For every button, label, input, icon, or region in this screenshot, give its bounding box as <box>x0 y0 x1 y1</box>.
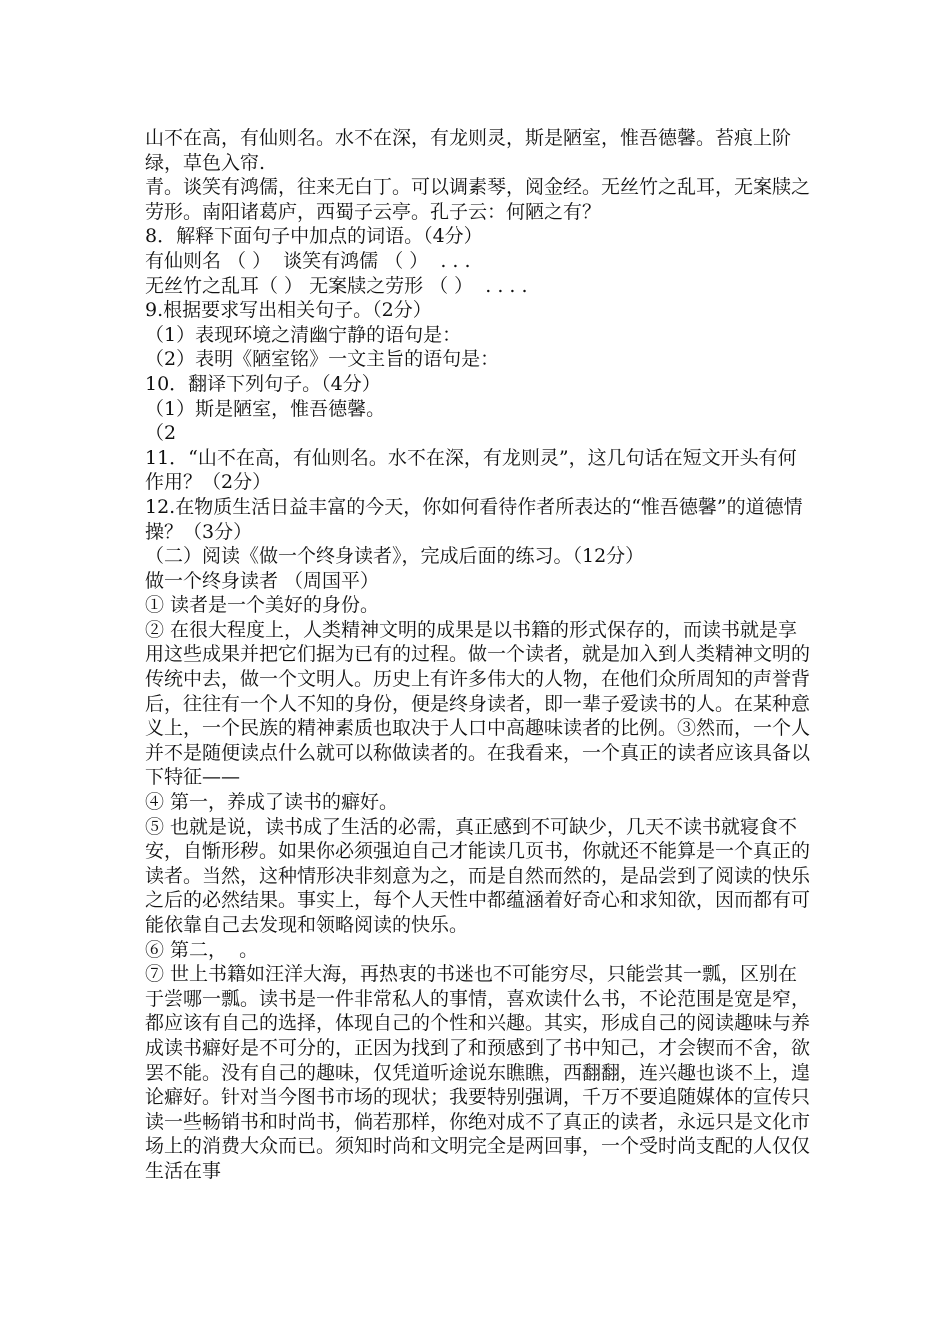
poem-text-2: 青。谈笑有鸿儒，往来无白丁。可以调素琴，阅金经。无丝竹之乱耳，无案牍之劳形。南阳诸葛庐，西蜀子云亭。孔子云：何陋之有？ <box>145 176 811 223</box>
article-paragraph-4: ④ 第一，养成了读书的癖好。 <box>145 791 399 814</box>
question-11: 11．“山不在高，有仙则名。水不在深，有龙则灵”，这几句话在短文开头有何作用？（2分） <box>145 446 797 494</box>
article-title: 做一个终身读者 （周国平） <box>145 569 380 592</box>
question-12: 12.在物质生活日益丰富的今天，你如何看待作者所表达的“惟吾德馨”的道德情操？（3分） <box>145 495 803 543</box>
question-8-item-1: 有仙则名 （ ） 谈笑有鸿儒 （ ） . . . <box>145 249 471 272</box>
reading-section-heading: （二）阅读《做一个终身读者》，完成后面的练习。（12分） <box>145 545 645 568</box>
article-paragraph-2: ② 在很大程度上，人类精神文明的成果是以书籍的形式保存的，而读书就是享用这些成果并把它们据为已有的过程。做一个读者，就是加入到人类精神文明的传统中去，做一个文明人。历史上有许多伟大的人物，在他们众所周知的声誉背后，往往有一个人不知的身份，便是终身读者，即一辈子爱读书的人。在某种意义上，一个民族的精神素质也取决于人口中高趣味读者的比例。③然而，一个人并不是随便读点什么就可以称做读者的。在我看来，一个真正的读者应该具备以下特征—— <box>145 618 811 789</box>
article-paragraph-7: ⑦ 世上书籍如汪洋大海，再热衷的书迷也不可能穷尽，只能尝其一瓢，区别在于尝哪一瓢。读书是一件非常私人的事情，喜欢读什么书，不论范围是宽是窄，都应该有自己的选择，体现自己的个性和兴趣。其实，形成自己的阅读趣味与养成读书癖好是不可分的，正因为找到了和预感到了书中知己，才会锲而不舍，欲罢不能。没有自己的趣味，仅凭道听途说东瞧瞧，西翻翻，连兴趣也谈不上，遑论癖好。针对当今图书市场的现状；我要特别强调，千万不要追随媒体的宣传只读一些畅销书和时尚书，倘若那样，你绝对成不了真正的读者，永远只是文化市场上的消费大众而已。须知时尚和文明完全是两回事，一个受时尚支配的人仅仅生活在事 <box>145 963 811 1182</box>
article-paragraph-6: ⑥ 第二， 。 <box>145 938 259 961</box>
article-paragraph-5: ⑤ 也就是说，读书成了生活的必需，真正感到不可缺少，几天不读书就寝食不安，自惭形秽。如果你必须强迫自己才能读几页书，你就还不能算是一个真正的读者。当然，这种情形决非刻意为之，而是自然而然的，是品尝到了阅读的快乐之后的必然结果。事实上，每个人天性中都蕴涵着好奇心和求知欲，因而都有可能依靠自己去发现和领略阅读的快乐。 <box>145 815 811 936</box>
document-body <box>145 126 810 1184</box>
question-9-part-2: （2）表明《陋室铭》一文主旨的语句是： <box>145 348 500 371</box>
question-8-item-2: 无丝竹之乱耳（ ） 无案牍之劳形 （ ） . . . . <box>145 274 528 297</box>
question-10-part-1: （1）斯是陋室，惟吾德馨。 <box>145 397 386 420</box>
question-8: 8．解释下面句子中加点的词语。（4分） <box>145 225 483 248</box>
article-paragraph-1: ① 读者是一个美好的身份。 <box>145 594 380 617</box>
poem-text-1: 山不在高，有仙则名。水不在深，有龙则灵，斯是陋室，惟吾德馨。苔痕上阶绿，草色入帘. <box>145 127 792 174</box>
question-9: 9.根据要求写出相关句子。（2分） <box>145 299 432 322</box>
question-9-part-1: （1）表现环境之清幽宁静的语句是： <box>145 323 462 346</box>
question-10: 10．翻译下列句子。（4分） <box>145 372 381 395</box>
question-10-part-2: （2 <box>145 422 177 445</box>
